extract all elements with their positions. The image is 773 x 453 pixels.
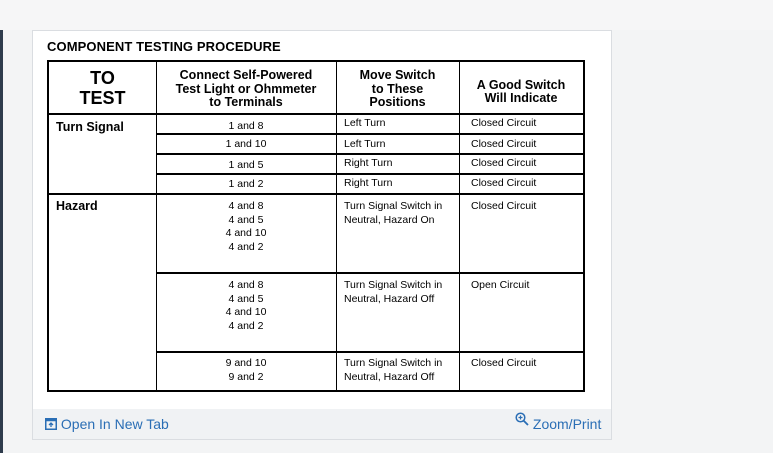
cell-position: Right Turn — [344, 157, 393, 169]
cell-position: Turn Signal Switch in Neutral, Hazard Off — [344, 357, 443, 383]
left-edge-strip — [0, 30, 3, 453]
image-card — [32, 30, 612, 440]
header-good-switch: A Good Switch Will Indicate — [476, 77, 566, 105]
card-title: COMPONENT TESTING PROCEDURE — [47, 39, 281, 54]
cell-indicate: Open Circuit — [471, 279, 530, 291]
table-divider — [156, 351, 583, 353]
card-footer — [33, 409, 611, 439]
table-divider — [49, 193, 583, 195]
cell-position: Left Turn — [344, 117, 386, 129]
header-to-test: TO TEST — [79, 68, 126, 108]
cell-position: Right Turn — [344, 177, 393, 189]
cell-indicate: Closed Circuit — [471, 138, 537, 150]
cell-terminals: 4 and 8 4 and 5 4 and 10 4 and 2 — [225, 200, 267, 253]
magnifier-icon — [515, 412, 529, 429]
cell-terminals: 1 and 8 — [228, 120, 264, 132]
cell-indicate: Closed Circuit — [471, 157, 537, 169]
zoom-print-link[interactable]: Zoom/Print — [515, 414, 601, 430]
cell-indicate: Closed Circuit — [471, 357, 537, 369]
cell-indicate: Closed Circuit — [471, 177, 537, 189]
cell-indicate: Closed Circuit — [471, 200, 537, 212]
cell-terminals: 1 and 10 — [225, 138, 267, 150]
cell-position: Left Turn — [344, 138, 386, 150]
open-in-new-tab-link[interactable]: Open In New Tab — [45, 416, 169, 433]
cell-terminals: 9 and 10 9 and 2 — [225, 357, 267, 383]
top-bar — [0, 0, 773, 30]
table-divider — [156, 272, 583, 274]
table-divider — [156, 153, 583, 155]
testing-table — [47, 60, 585, 392]
cell-terminals: 1 and 2 — [228, 178, 264, 190]
group-label-hazard: Hazard — [56, 199, 98, 213]
header-move-switch: Move Switch to These Positions — [359, 68, 436, 109]
group-label-turn-signal: Turn Signal — [56, 120, 124, 134]
cell-position: Turn Signal Switch in Neutral, Hazard On — [344, 200, 443, 226]
cell-indicate: Closed Circuit — [471, 117, 537, 129]
cell-terminals: 4 and 8 4 and 5 4 and 10 4 and 2 — [225, 279, 267, 332]
table-divider — [156, 173, 583, 175]
header-connect: Connect Self-Powered Test Light or Ohmmeter to Terminals — [175, 68, 317, 109]
cell-terminals: 1 and 5 — [228, 159, 264, 171]
open-new-tab-icon — [45, 417, 57, 433]
cell-position: Turn Signal Switch in Neutral, Hazard Off — [344, 279, 443, 305]
